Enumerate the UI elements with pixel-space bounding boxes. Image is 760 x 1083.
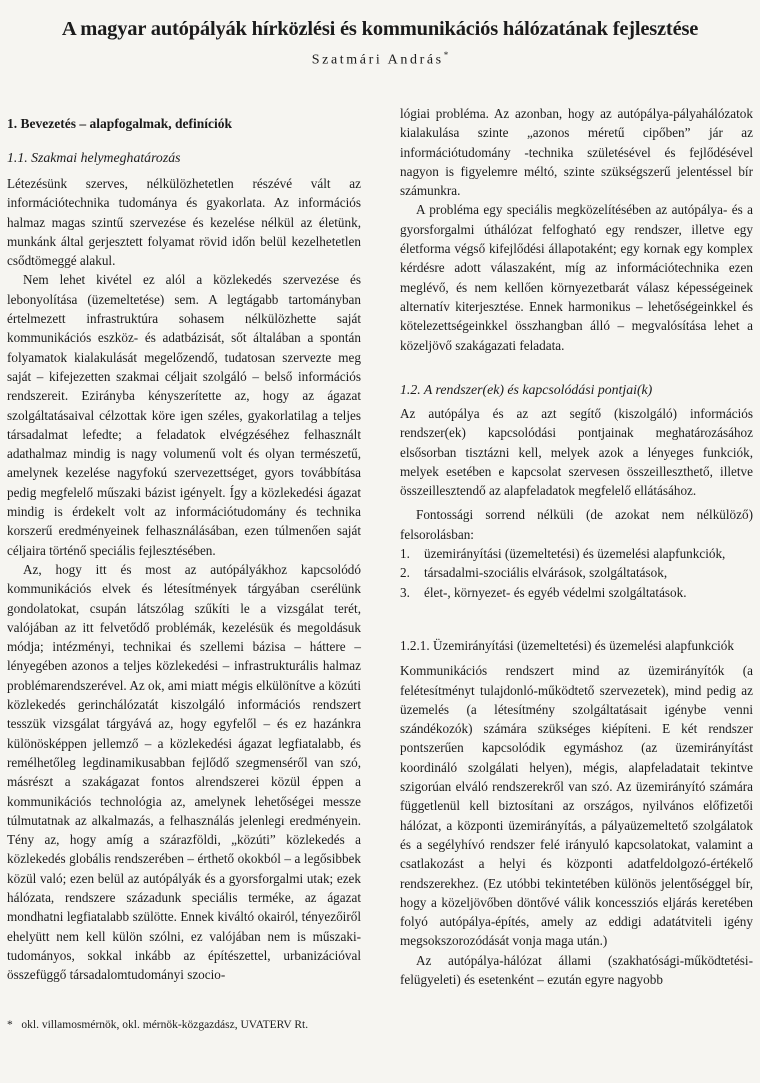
list-item-text: üzemirányítási (üzemeltetési) és üzemelési alapfunkciók, xyxy=(424,546,726,562)
paragraph-continued: lógiai probléma. Az azonban, hogy az autópálya-pályahálózatok kialakulása szinte „azonos méretű cipőben” jár az információtudomány -technika születésével és fejlődésével nagyon is figyelemre méltó, szinte szükségszerű jelentéssel bír számunkra. xyxy=(400,106,753,199)
paragraph-transport: Nem lehet kivétel ez alól a közlekedés szervezése és lebonyolítása (üzemeltetése) sem. A legtágabb tartományban értelmezett infrastruktúra sohasem nélkülözhette saját kommunikációs eszköz- és adatbázisát, sőt általában a spontán folyamatok kialakulását megelőzendő, tudatosan szervezte meg saját – kifejezetten szakmai céljait szolgáló – belső információs rendszereit. Ezirányba kényszerítette az, hogy az ágazat szolgáltatásaival célzottak köre igen széles, gyakorlatilag a teljes társadalmat lefedte; a feladatok elvégzéséhez felhasznált adathalmaz mindig is nagy volumenű volt és olyan természetű, amelynek kezelése nagyfokú szervezettséget, gyors továbbítása pedig megfelelő műszaki bázist igényelt. Így a közlekedési ágazat mindig is érdekelt volt az információtudomány és technika korszerű eredményeinek felhasználásában, ezen túlmenően saját céljaira történő speciális fejlesztésében. xyxy=(7,272,361,558)
left-text-block xyxy=(7,174,361,984)
list-item-text: társadalmi-szociális elvárások, szolgáltatások, xyxy=(424,565,668,581)
paragraph-state-network: Az autópálya-hálózat állami (szakhatósági-működtetési-felügyeleti) és esetenként – ezután egyre nagyobb xyxy=(400,952,753,988)
paragraph-communication: Kommunikációs rendszert mind az üzemirányítók (a felétesítményt tulajdonló-működtető szervezetek), mind pedig az üzemelés (a létesítmény szolgáltatásait igénybe venni szándékozók) számára szükséges kiépíteni. E két rendszer pontszerűen kapcsolódik egymáshoz (az üzemirányítást koordináló szolgálati helyen), mégis, alapfeladatait tekintve szigorúan elváló rendszerekről van szó. Az üzemirányító számára függetlenül kell biztosítani az országos, nyilvános előfizetői hálózat, a központi üzemirányítás, a pályaüzemeltető szolgálatok és a segélyhívó rendszer felé irányuló kapcsolatokat, valamint a csatlakozást a helyi és központi adatfeldolgozó-értékelő rendszerekhez. (Ez utóbbi tekintetében különös jelentőséggel bír, hogy a közeljövőben döntővé válik koncessziós eljárás keretében folyó autópálya-építés, amely az eddigi adatátviteli igény megsokszorozódását vonja maga után.) xyxy=(400,663,753,949)
footnote-mark: * xyxy=(7,1019,13,1031)
list-item-number: 3. xyxy=(400,584,410,600)
list-item xyxy=(400,544,753,563)
section-title: 1. Bevezetés – alapfogalmak, definíciók xyxy=(7,116,232,131)
author-name: Szatmári András xyxy=(311,52,444,68)
right-text-block-top xyxy=(400,104,753,355)
list-item-text: élet-, környezet- és egyéb védelmi szolgáltatások. xyxy=(424,584,687,600)
paragraph-intro: Létezésünk szerves, nélkülözhetetlen részévé vált az információtechnika tudománya és gyakorlata. Az információs halmaz magas szintű szervezése és kezelése nélkül az életünk, munkánk által gerjesztett folyamat rövid időn belül kezelhetetlen csődtömeggé alakul. xyxy=(7,176,361,269)
list-item-number: 2. xyxy=(400,565,410,581)
footnote-text: okl. villamosmérnök, okl. mérnök-közgazdász, UVATERV Rt. xyxy=(21,1019,309,1031)
list-item-number: 1. xyxy=(400,546,410,562)
subsection-2-title: 1.2. A rendszer(ek) és kapcsolódási pontjai(k) xyxy=(400,382,653,397)
function-list xyxy=(400,544,753,602)
article-title: A magyar autópályák hírközlési és kommunikációs hálózatának fejlesztése xyxy=(61,18,699,40)
list-item xyxy=(400,563,753,582)
list-item xyxy=(400,583,753,602)
author-footnote-mark: * xyxy=(443,50,449,60)
right-text-block-bottom xyxy=(400,636,753,989)
paragraph-motorways: Az, hogy itt és most az autópályákhoz kapcsolódó kommunikációs elvek és létesítmények tárgyában cserélünk gondolatokat, csupán látszólag szűkíti le a vizsgálat terét, valójában az itt felvetődő problémák, kezelésük és megoldásuk módja; intézményi, technikai és szellemi bázisa – háttere – lényegében azonos a teljes közlekedési – infrastrukturális halmaz problémarendszerével. Az ok, ami miatt mégis elkülönítve a közúti közlekedés gerinchálózatát kiszolgáló információs rendszert tesszük vizsgálat tárgyává az, hogy egyfelől – és ez hazánkra különösképpen jellemző – a közlekedési ágazat legfiatalabb, és remélhetőleg legdinamikusabban fejlődő szegmenséről van szó, másrészt a szakágazat fontos alrendszerei közül éppen a kommunikációs technológia az, amelynek lehetőségei messze túlmutatnak az alkalmazás, a felhasználás jelenlegi eredményein. Tény az, hogy amíg a szárazföldi, „közúti” közlekedés a közlekedés globális rendszerében – érthető okokból – a legősibbek közül való; ezen belül az autópályák és a gyorsforgalmi utak; ezek hálózata, rendszere századunk speciális terméke, az ágazat mondhatni legfiatalabb szülötte. Ennek kiváltó okairól, tényezőiről ehelyütt nem kell külön szólni, ez valójában nem is műszaki-tudományos, sokkal inkább az építészettel, urbanizációval összefüggő társadalomtudományi szocio- xyxy=(7,561,361,983)
paragraph-systems: Az autópálya és az azt segítő (kiszolgáló) információs rendszer(ek) kapcsolódási pontjainak meghatározásához elsősorban tisztázni kell, melyek azok a lényeges funkciók, melyek esetében e kapcsolat szervesen összeilleszthető, illetve összeillesztendő az alapfeladatok megfelelő ellátásához. xyxy=(400,406,753,499)
paragraph-problem: A probléma egy speciális megközelítésében az autópálya- és a gyorsforgalmi úthálózat felfogható egy rendszer, illetve egy életforma végső kifejlődési állapotaként; egy kornak egy komplex kérdésre adott válaszaként, míg az információtechnika ezen meglévő, és nem kellően környezetbarát válasz képességeinek alternatív kiterjesztése. Ennek harmonikus – lehetőségeinkkel és kötelezettségeinkkel összhangban álló – megvalósítása lehet a közeljövő szakágazati feladata. xyxy=(400,202,753,353)
subsection-title: 1.1. Szakmai helymeghatározás xyxy=(7,150,181,165)
right-text-block-middle xyxy=(400,404,753,602)
article-author xyxy=(0,50,760,69)
paragraph-list-intro: Fontossági sorrend nélküli (de azokat nem nélkülöző) felsorolásban: xyxy=(400,507,753,542)
footnote xyxy=(7,1018,367,1033)
subsubsection-title: 1.2.1. Üzemirányítási (üzemeltetési) és üzemelési alapfunkciók xyxy=(400,638,734,653)
